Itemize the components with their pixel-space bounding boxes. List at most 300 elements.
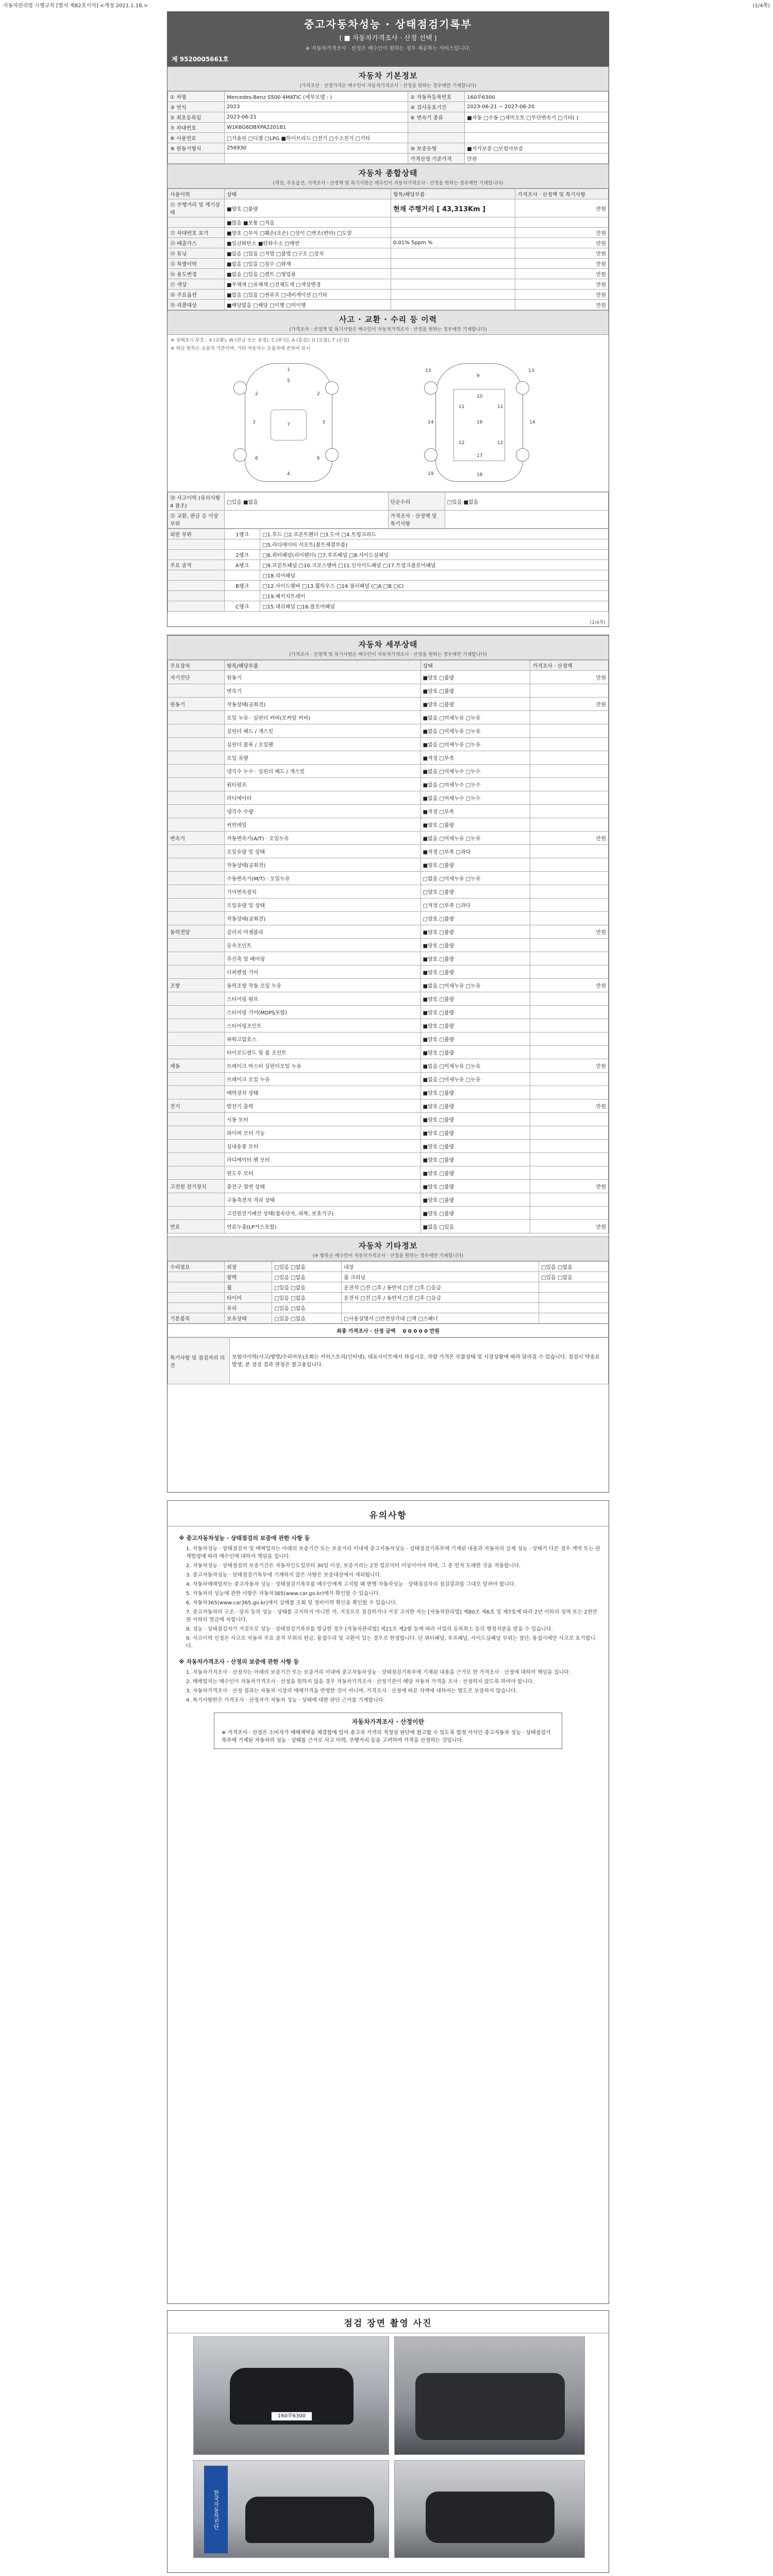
others-item: 운전석 □전 □후 / 동반석 □전 □후 □응급 xyxy=(342,1293,539,1303)
remarks-text: 보험사이력(사고/쌍방/수리여부)조회는 카히스토리(인터넷), 대표사이트에서 하십시오. 차량 가격은 부품상태 및 시장상황에 따라 달라질 수 있습니다. 점검시 탁송료 발생, 본 점검 결과 판정은 참고용입니다. xyxy=(230,1338,609,1384)
inspection-sheet-page-1 xyxy=(167,11,609,627)
detail-price xyxy=(530,1073,609,1086)
wheel-icon xyxy=(424,381,438,395)
others-status: □있음 □없음 xyxy=(272,1303,342,1313)
detail-price xyxy=(530,858,609,872)
summary-row xyxy=(168,290,609,300)
detail-group xyxy=(168,872,225,885)
detail-part: 디퍼렌셜 기어 xyxy=(225,965,421,979)
detail-row xyxy=(168,925,609,939)
others-status xyxy=(539,1303,609,1313)
detail-status: □없음 □미세누유 □누유 xyxy=(421,872,530,885)
parts-items: □19.패키지트레이 xyxy=(260,591,609,601)
basic-info-row xyxy=(168,92,609,102)
detail-row xyxy=(168,765,609,778)
others-header: 자동차 기타정보 (※ 항목은 매수인이 자동차가격조사 · 산정을 원하는 경우에만 기재합니다) xyxy=(167,1236,609,1261)
parts-group xyxy=(168,581,225,591)
detail-status: ■양호 □불량 xyxy=(421,1099,530,1113)
detail-price: 만원 xyxy=(530,1099,609,1113)
notice-item: 2. 자동차성능 · 상태점검의 보증기간은 자동차인도일부터 30일 이상, 보증거리는 2천 킬로미터 이상이어야 하며, 그 중 먼저 도래한 것을 적용합니다. xyxy=(186,1563,521,1569)
detail-price: 만원 xyxy=(530,1059,609,1073)
detail-group xyxy=(168,684,225,698)
detail-price: 만원 xyxy=(530,698,609,711)
basic-info-row xyxy=(168,143,609,154)
document-number-value: 9520005661호 xyxy=(179,56,229,63)
detail-row xyxy=(168,671,609,684)
detail-price xyxy=(530,872,609,885)
parts-group: 주요 골격 xyxy=(168,560,225,570)
detail-status: ■없음 □미세누유 □누유 xyxy=(421,832,530,845)
summary-detail xyxy=(391,248,515,259)
detail-price xyxy=(530,711,609,724)
detail-table xyxy=(167,660,609,1233)
others-item: 휠 xyxy=(225,1282,272,1293)
detail-status: ■양호 □불량 xyxy=(421,1166,530,1180)
detail-price xyxy=(530,1126,609,1140)
basic-info-row xyxy=(168,102,609,112)
basic-info-value: 2023-06-21 ~ 2027-06-20 xyxy=(465,102,609,112)
summary-price: 만원 xyxy=(515,238,609,248)
detail-group xyxy=(168,1086,225,1099)
detail-row xyxy=(168,805,609,818)
notice-item: 6. 자동차365(www.car365.go.kr)에서 실매물 조회 및 정비이력 확인을 확인할 수 있습니다. xyxy=(186,1600,397,1606)
detail-column-header: 상태 xyxy=(421,660,530,671)
detail-row xyxy=(168,979,609,992)
detail-part: 워터펌프 xyxy=(225,778,421,791)
detail-status: ■적정 □부족 xyxy=(421,751,530,765)
notice-item: 4. 자동차매매업자는 중고자동차 성능 · 상태점검기록부를 매수인에게 고지할 때 현행 자동차성능 · 상태점검자의 점검결과를 그대로 알려야 합니다. xyxy=(186,1582,516,1587)
parts-group xyxy=(168,591,225,601)
basic-info-label: ③ 연식 xyxy=(168,102,225,112)
remarks-label: 특기사항 및 점검자의 의견 xyxy=(168,1338,230,1384)
detail-group xyxy=(168,992,225,1006)
others-item: 룸 크리닝 xyxy=(342,1272,539,1282)
detail-row xyxy=(168,1166,609,1180)
detail-part: 구동축전지 격리 상태 xyxy=(225,1193,421,1207)
notices-sheet xyxy=(167,1500,609,2304)
detail-row xyxy=(168,724,609,738)
detail-status: ■양호 □불량 xyxy=(421,1193,530,1207)
page-indicator: (1/4쪽) xyxy=(752,3,770,9)
detail-price xyxy=(530,899,609,912)
basic-info-value: ■자동 □수동 □세미오토 □무단변속기 □기타( ) xyxy=(465,112,609,123)
others-item: 보유상태 xyxy=(225,1313,272,1324)
detail-part: 작동상태(공회전) xyxy=(225,698,421,711)
detail-status: ■적정 □부족 xyxy=(421,805,530,818)
parts-rank xyxy=(225,570,260,581)
car-damage-diagram: 1 2 2 3 3 7 6 6 4 5 13 13 9 10 11 11 16 14 14 12 12 17 18 19 xyxy=(167,353,609,492)
detail-status: ■양호 □불량 xyxy=(421,939,530,952)
parts-rank xyxy=(225,591,260,601)
accident-legend: ※ 상태표시 부호 : X (교환), W (판금 또는 용접), C (부식), A (흠집), U (요철), T (손상) xyxy=(171,338,349,343)
detail-price xyxy=(530,751,609,765)
accident-value: □있음 ■없음 xyxy=(445,493,609,511)
detail-status: ■양호 □불량 xyxy=(421,1086,530,1099)
detail-price: 만원 xyxy=(530,925,609,939)
summary-price: 만원 xyxy=(515,228,609,238)
summary-item-label xyxy=(168,217,225,228)
accident-label: ⑳ 사고이력 (유의사항 4 참조) xyxy=(168,493,225,511)
basic-info-value: ■자가보증 □보험사보증 xyxy=(465,143,609,154)
basic-info-label xyxy=(168,154,225,164)
detail-part: 자동변속기(A/T) · 오일누유 xyxy=(225,832,421,845)
parts-items: □6.쿼터패널(리어펜더) □7.루프패널 □8.사이드실패널 xyxy=(260,550,609,560)
detail-row xyxy=(168,872,609,885)
detail-price xyxy=(530,952,609,965)
detail-group xyxy=(168,805,225,818)
inspection-sheet-page-2 xyxy=(167,635,609,1493)
detail-row xyxy=(168,1113,609,1126)
detail-group: 동력전달 xyxy=(168,925,225,939)
detail-row xyxy=(168,1086,609,1099)
summary-item-label: ⑲ 리콜대상 xyxy=(168,300,225,310)
parts-items: □9.프론트패널 □10.크로스멤버 □11.인사이드패널 □17.트렁크플로어패널 xyxy=(260,560,609,570)
basic-info-value xyxy=(465,123,609,133)
detail-status: ■적정 □부족 □과다 xyxy=(421,845,530,858)
basic-info-label: ① 차명 xyxy=(168,92,225,102)
photos-title: 점검 장면 촬영 사진 xyxy=(167,2311,609,2333)
parts-items: □18.리어패널 xyxy=(260,570,609,581)
detail-price xyxy=(530,939,609,952)
summary-status: ■많음 ■보통 □적음 xyxy=(225,217,391,228)
detail-status: ■없음 □미세누유 □누유 xyxy=(421,1059,530,1073)
summary-item-label: ⑭ 튜닝 xyxy=(168,248,225,259)
summary-detail xyxy=(391,300,515,310)
basic-info-value xyxy=(465,133,609,143)
detail-part: 냉각수 수량 xyxy=(225,805,421,818)
detail-price xyxy=(530,965,609,979)
summary-status: ■무채색 □유채색 □전체도색 □색상변경 xyxy=(225,279,391,290)
summary-item-label: ⑰ 색상 xyxy=(168,279,225,290)
detail-part: 등속조인트 xyxy=(225,939,421,952)
basic-info-value: 256930 xyxy=(225,143,408,154)
detail-row xyxy=(168,711,609,724)
detail-group xyxy=(168,765,225,778)
detail-price xyxy=(530,1193,609,1207)
notice-item: 1. 자동차성능 · 상태점검자 및 매매업자는 아래의 보증기간 또는 보증거리 이내에 중고자동차성능 · 상태점검기록부에 기재된 내용과 자동차의 실제 성능 · 상태가 다른 경우 계약 또는 관계법령에 따라 매수인에 대하여 책임을 집니다. xyxy=(186,1546,600,1560)
detail-part: 충전구 절연 상태 xyxy=(225,1180,421,1193)
summary-row xyxy=(168,248,609,259)
parts-rank: B랭크 xyxy=(225,581,260,591)
summary-price xyxy=(515,217,609,228)
others-group xyxy=(168,1303,225,1313)
detail-part: 스티어링 펌프 xyxy=(225,992,421,1006)
notice-item: 9. 사고이력 인정은 사고로 자동차 주요 골격 부위의 판금, 용접수리 및 교환이 있는 경우로 한정합니다. 단 쿼터패널, 루프패널, 사이드실패널 부위는 절단, 용접시에만 사고로 표기합니다. xyxy=(186,1636,596,1649)
detail-group xyxy=(168,1140,225,1153)
basic-info-row xyxy=(168,123,609,133)
notice-item: 4. 특기사항란은 가격조사 · 산정자가 자동차 성능 · 상태에 대한 판단 근거를 기재합니다. xyxy=(186,1698,385,1703)
basic-info-header: 자동차 기본정보 (가격조산 · 산정가격은 매수인이 자동차가격조사 · 산정을 원하는 경우에만 기재합니다) xyxy=(167,66,609,91)
summary-row xyxy=(168,238,609,248)
basic-info-label: ⑧ 사용연료 xyxy=(168,133,225,143)
detail-group xyxy=(168,912,225,925)
summary-price: 만원 xyxy=(515,279,609,290)
others-status: □있음 □없음 xyxy=(272,1313,342,1324)
detail-group: 제동 xyxy=(168,1059,225,1073)
detail-part: 윈도우 모터 xyxy=(225,1166,421,1180)
car-silhouette xyxy=(415,2373,565,2440)
basic-info-value: 만원 xyxy=(465,154,609,164)
detail-price xyxy=(530,1113,609,1126)
summary-row xyxy=(168,259,609,269)
detail-group xyxy=(168,1126,225,1140)
others-status: □있음 □없음 xyxy=(539,1262,609,1272)
detail-group: 원동기 xyxy=(168,698,225,711)
detail-row xyxy=(168,1059,609,1073)
others-table xyxy=(167,1261,609,1324)
summary-column-header: 상태 xyxy=(225,189,391,199)
final-price-table xyxy=(167,1324,609,1337)
parts-items: □5.라디에이터 서포트(볼트체결부품) xyxy=(260,539,609,550)
summary-row xyxy=(168,300,609,310)
summary-status: ■양호 □불량 xyxy=(225,199,391,217)
detail-status: ■양호 □불량 xyxy=(421,818,530,832)
inspection-photo-rear xyxy=(394,2460,585,2558)
others-status xyxy=(539,1313,609,1324)
parts-rank: 1랭크 xyxy=(225,529,260,539)
basic-info-label: ⑩ 보증유형 xyxy=(408,143,465,154)
photo-sheet xyxy=(167,2310,609,2573)
detail-status: ■양호 □불량 xyxy=(421,1153,530,1166)
basic-info-value: 2023 xyxy=(225,102,408,112)
detail-part: 냉각수 누수 · 실린더 헤드 / 개스킷 xyxy=(225,765,421,778)
others-group: 기본품목 xyxy=(168,1313,225,1324)
detail-part: 고전원전기배선 상태(접속단자, 피복, 보호기구) xyxy=(225,1207,421,1220)
wheel-icon xyxy=(325,448,339,462)
others-item: 외장 xyxy=(225,1262,272,1272)
summary-detail xyxy=(391,279,515,290)
summary-price: 만원 xyxy=(515,269,609,279)
detail-row xyxy=(168,899,609,912)
detail-price xyxy=(530,885,609,899)
detail-group xyxy=(168,711,225,724)
notice-item: 3. 자동차가격조사 · 산정 결과는 자동차 시장의 매매가격을 반영한 것이 아니며, 가격조사 · 산정에 따른 차액에 대하여는 별도로 보증하지 않습니다. xyxy=(186,1688,517,1694)
others-status: □있음 □없음 xyxy=(272,1262,342,1272)
detail-status: ■양호 □불량 xyxy=(421,1046,530,1059)
notices-section-1-heading: ※ 중고자동차성능 · 상태점검의 보증에 관한 사항 등 xyxy=(179,1535,310,1541)
page-number: (2/4쪽) xyxy=(590,620,606,625)
detail-price xyxy=(530,1032,609,1046)
summary-price: 만원 xyxy=(515,259,609,269)
detail-row xyxy=(168,1193,609,1207)
detail-status: ■양호 □불량 xyxy=(421,858,530,872)
notices-section-2-heading: ※ 자동차가격조사 · 산정의 보증에 관한 사항 등 xyxy=(179,1658,299,1665)
detail-part: 라디에이터 xyxy=(225,791,421,805)
detail-part: 시동 모터 xyxy=(225,1113,421,1126)
detail-group: 전기 xyxy=(168,1099,225,1113)
detail-row xyxy=(168,738,609,751)
wheel-icon xyxy=(424,448,438,462)
detail-part: 배력장치 상태 xyxy=(225,1086,421,1099)
parts-rank xyxy=(225,539,260,550)
detail-part: 실린더 헤드 / 개스킷 xyxy=(225,724,421,738)
detail-part: 오일 누유 · 실린더 커버(로커암 커버) xyxy=(225,711,421,724)
inspection-photo-side xyxy=(193,2460,389,2558)
detail-row xyxy=(168,818,609,832)
detail-column-header: 주요장치 xyxy=(168,660,225,671)
detail-part: 커먼레일 xyxy=(225,818,421,832)
accident-legend-note: ※ 하단 항목은 승용차 기준이며, 기타 자동차는 승용차에 준하여 표시 xyxy=(171,346,310,351)
detail-row xyxy=(168,965,609,979)
detail-price: 만원 xyxy=(530,979,609,992)
detail-group xyxy=(168,738,225,751)
car-silhouette xyxy=(245,2497,374,2543)
summary-row xyxy=(168,228,609,238)
price-assessment-box xyxy=(214,1713,562,1749)
price-assessment-title: 자동차가격조사 · 산정이란 xyxy=(351,1718,425,1725)
detail-part: 클러치 어셈블리 xyxy=(225,925,421,939)
wheel-icon xyxy=(516,381,529,395)
parts-items: □15.대쉬패널 □16.플로어패널 xyxy=(260,601,609,612)
detail-status: ■양호 □불량 xyxy=(421,1019,530,1032)
detail-group xyxy=(168,965,225,979)
detail-status: ■없음 □미세누유 □누유 xyxy=(421,711,530,724)
others-item xyxy=(342,1303,539,1313)
detail-group xyxy=(168,818,225,832)
notice-item: 8. 성능 · 상태점검자가 거짓으로 성능 · 상태점검기록부를 발급한 경우 [자동차관리법] 제21조 제2항 등에 따라 사업의 등록취소 등의 행정처분을 받을 수 있습니다. xyxy=(186,1626,553,1632)
detail-row xyxy=(168,1032,609,1046)
detail-group xyxy=(168,778,225,791)
others-status: □있음 □없음 xyxy=(272,1282,342,1293)
notice-item: 7. 중고자동차의 구조 · 장치 등의 성능 · 상태를 고지하지 아니한 자, 거짓으로 점검하거나 거짓 고지한 자는 [자동차관리법] 제80조 제6호 및 제7호에 따라 2년 이하의 징역 또는 2천만원 이하의 벌금에 처합니다. xyxy=(186,1609,598,1623)
detail-price xyxy=(530,1166,609,1180)
detail-status: □양호 □불량 xyxy=(421,885,530,899)
detail-price xyxy=(530,724,609,738)
detail-group xyxy=(168,952,225,965)
basic-info-value: W1K6G6DBXPA220181 xyxy=(225,123,408,133)
detail-row xyxy=(168,952,609,965)
detail-row xyxy=(168,858,609,872)
wheel-icon xyxy=(233,448,247,462)
detail-group xyxy=(168,899,225,912)
detail-part: 라디에이터 팬 모터 xyxy=(225,1153,421,1166)
accident-label: 단순수리 xyxy=(388,493,445,511)
detail-row xyxy=(168,1207,609,1220)
detail-row xyxy=(168,698,609,711)
notice-item: 3. 중고자동차성능 · 상태점검기록부에 기재하지 않은 사항은 보증대상에서 제외됩니다. xyxy=(186,1572,382,1578)
detail-price xyxy=(530,684,609,698)
detail-status: ■양호 □불량 xyxy=(421,1113,530,1126)
summary-detail xyxy=(391,259,515,269)
detail-price: 만원 xyxy=(530,832,609,845)
detail-status: ■양호 □불량 xyxy=(421,1126,530,1140)
summary-price: 만원 xyxy=(515,248,609,259)
detail-status: ■양호 □불량 xyxy=(421,1140,530,1153)
damaged-parts-table xyxy=(167,529,609,612)
others-status xyxy=(539,1282,609,1293)
detail-part: 스티어링조인트 xyxy=(225,1019,421,1032)
notices-section-2 xyxy=(167,1669,609,1704)
detail-status: ■양호 □불량 xyxy=(421,925,530,939)
others-group xyxy=(168,1282,225,1293)
others-status: □있음 □없음 xyxy=(272,1272,342,1282)
detail-part: 오일유량 및 상태 xyxy=(225,845,421,858)
detail-group xyxy=(168,1032,225,1046)
detail-row xyxy=(168,1180,609,1193)
basic-info-row xyxy=(168,133,609,143)
accident-history-table xyxy=(167,492,609,529)
others-item: 유리 xyxy=(225,1303,272,1313)
detail-price xyxy=(530,1046,609,1059)
others-group xyxy=(168,1293,225,1303)
basic-info-label: 가격산정 기준가격 xyxy=(408,154,465,164)
detail-price: 만원 xyxy=(530,1180,609,1193)
detail-price xyxy=(530,1086,609,1099)
detail-part: 브레이크 오일 누유 xyxy=(225,1073,421,1086)
detail-status: ■없음 □있음 xyxy=(421,1220,530,1233)
detail-price: 만원 xyxy=(530,671,609,684)
basic-info-table xyxy=(167,91,609,164)
basic-info-value: 160루6300 xyxy=(465,92,609,102)
notices-title: 유의사항 xyxy=(167,1501,609,1527)
detail-group xyxy=(168,1046,225,1059)
detail-price xyxy=(530,1207,609,1220)
summary-item-label: ⑪ 주행거리 및 계기상태 xyxy=(168,199,225,217)
document-number: 제 9520005661호 xyxy=(167,55,609,66)
remarks-table xyxy=(167,1337,609,1384)
notice-item: 1. 자동차가격조사 · 산정자는 아래의 보증기간 또는 보증거리 이내에 중고자동차성능 · 상태점검기록부에 기재된 내용을 근거로 한 가격조사 · 산정에 대하여 책임을 집니다. xyxy=(186,1670,570,1675)
detail-column-header: 가격조사 · 산정액 xyxy=(530,660,609,671)
basic-info-value: 2023-06-21 xyxy=(225,112,408,123)
basic-info-label: ⑥ 변속기 종류 xyxy=(408,112,465,123)
detail-row xyxy=(168,832,609,845)
detail-group: 조향 xyxy=(168,979,225,992)
detail-part: 기어변속장치 xyxy=(225,885,421,899)
detail-group: 고전원 전기장치 xyxy=(168,1180,225,1193)
summary-status: ■일산화탄소 ■탄화수소 □매연 xyxy=(225,238,391,248)
detail-status: ■없음 □미세누유 □누유 xyxy=(421,738,530,751)
others-item: □사용설명서 □안전삼각대 □잭 □스패너 xyxy=(342,1313,539,1324)
basic-info-label: ⑦ 차대번호 xyxy=(168,123,225,133)
accident-value xyxy=(445,511,609,529)
detail-part: 원동기 xyxy=(225,671,421,684)
detail-group xyxy=(168,858,225,872)
detail-row xyxy=(168,684,609,698)
summary-status: ■없음 □있음 □썬루프 □네비게이션 □기타 xyxy=(225,290,391,300)
detail-price: 만원 xyxy=(530,1220,609,1233)
summary-detail xyxy=(391,269,515,279)
detail-price xyxy=(530,1140,609,1153)
basic-info-row xyxy=(168,154,609,164)
basic-info-label xyxy=(408,123,465,133)
parts-group xyxy=(168,550,225,560)
detail-row xyxy=(168,1019,609,1032)
basic-info-row xyxy=(168,112,609,123)
detail-row xyxy=(168,1126,609,1140)
detail-part: 타이로드엔드 및 볼 조인트 xyxy=(225,1046,421,1059)
detail-group xyxy=(168,1207,225,1220)
detail-group xyxy=(168,724,225,738)
detail-part: 실내송풍 모터 xyxy=(225,1140,421,1153)
accident-header: 사고 · 교환 · 수리 등 이력 (가격조사 · 산정액 및 특기사항은 매수인이 자동차가격조사 · 산정을 원하는 경우에만 기재합니다) xyxy=(167,310,609,335)
detail-price xyxy=(530,912,609,925)
detail-part: 작동상태(공회전) xyxy=(225,912,421,925)
detail-group xyxy=(168,1153,225,1166)
parts-group: 외판 부위 xyxy=(168,529,225,539)
price-assessment-text: ※ 가격조사 · 산정은 소비자가 매매계약을 체결함에 있어 중고차 가격의 적정성 판단에 참고할 수 있도록 법정 서식인 중고자동차 성능 · 상태점검기록부에 기재된 자동차의 성능 · 상태를 근거로 사고 이력, 주행거리 등을 고려하여 가격을 산정하는 것입니다. xyxy=(222,1730,551,1743)
basic-info-value xyxy=(225,154,408,164)
detail-row xyxy=(168,885,609,899)
summary-row xyxy=(168,269,609,279)
notice-item: 2. 매매업자는 매수인이 자동차가격조사 · 산정을 원하지 않을 경우 자동차가격조사 · 산정기관이 해당 자동차 가격을 조사 · 산정하지 않도록 하여야 합니다. xyxy=(186,1679,534,1685)
summary-detail: 0.01% 5ppm % xyxy=(391,238,515,248)
detail-group xyxy=(168,939,225,952)
detail-status: ■양호 □불량 xyxy=(421,952,530,965)
summary-column-header: 가격조사 · 산정액 및 특기사항 xyxy=(515,189,609,199)
basic-info-label: ④ 검사유효기간 xyxy=(408,102,465,112)
detail-group xyxy=(168,791,225,805)
summary-status: ■없음 □있음 □적법 □불법 □구조 □장치 xyxy=(225,248,391,259)
